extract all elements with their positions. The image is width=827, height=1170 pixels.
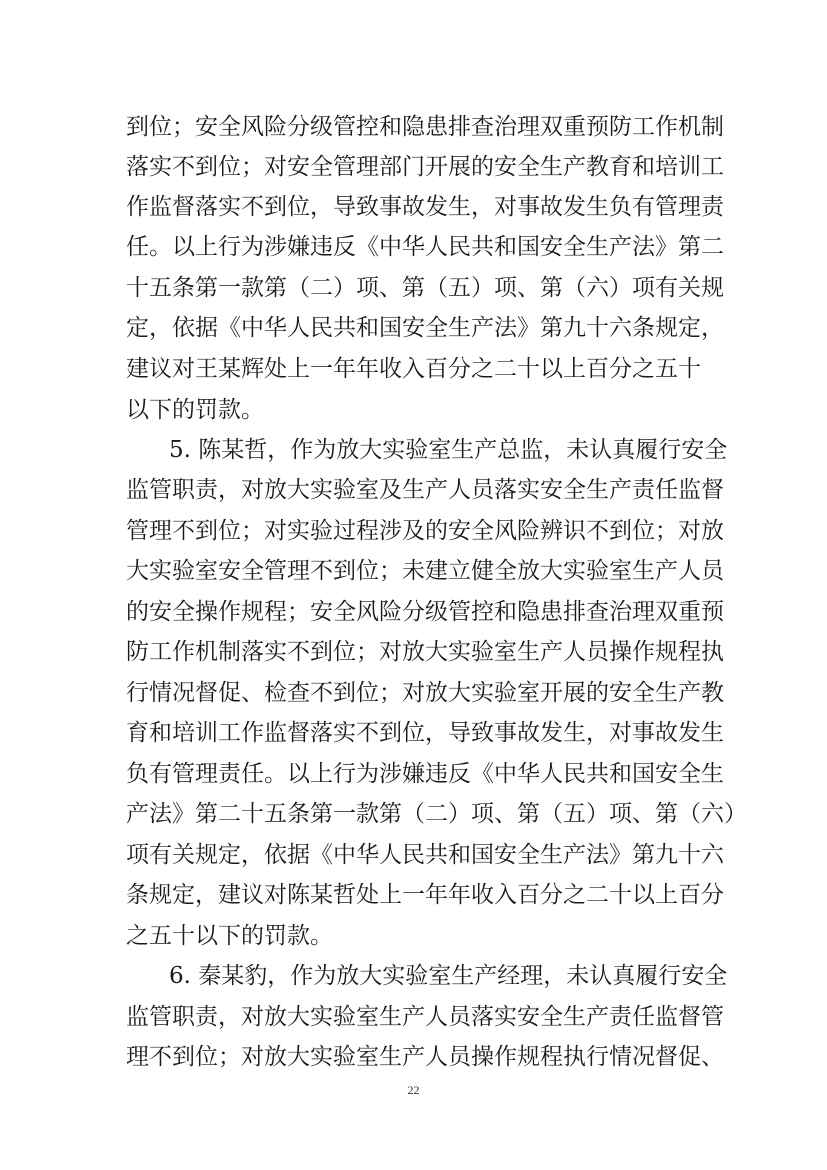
text-line: 行情况督促、检查不到位；对放大实验室开展的安全生产教 — [126, 680, 724, 706]
text-line: 理不到位；对放大实验室生产人员操作规程执行情况督促、 — [126, 1044, 724, 1070]
text-line: 负有管理责任。以上行为涉嫌违反《中华人民共和国安全生 — [126, 761, 724, 787]
text-line: 建议对王某辉处上一年年收入百分之二十以上百分之五十 — [126, 356, 701, 382]
text-line: 的安全操作规程；安全风险分级管控和隐患排查治理双重预 — [126, 599, 724, 625]
text-line: 以下的罚款。 — [126, 397, 264, 423]
text-line: 落实不到位；对安全管理部门开展的安全生产教育和培训工 — [126, 154, 724, 180]
text-line: 项有关规定，依据《中华人民共和国安全生产法》第九十六 — [126, 842, 724, 868]
text-line: 十五条第一款第（二）项、第（五）项、第（六）项有关规 — [126, 275, 724, 301]
text-line: 监管职责，对放大实验室及生产人员落实安全生产责任监督 — [126, 477, 724, 503]
text-line: 监管职责，对放大实验室生产人员落实安全生产责任监督管 — [126, 1004, 724, 1030]
text-line: 育和培训工作监督落实不到位，导致事故发生，对事故发生 — [126, 720, 724, 746]
text-line: 到位；安全风险分级管控和隐患排查治理双重预防工作机制 — [126, 114, 724, 140]
text-line: 大实验室安全管理不到位；未建立健全放大实验室生产人员 — [126, 558, 724, 584]
text-line: 产法》第二十五条第一款第（二）项、第（五）项、第（六） — [126, 801, 747, 827]
text-line: 作监督落实不到位，导致事故发生，对事故发生负有管理责 — [126, 194, 724, 220]
text-line: 管理不到位；对实验过程涉及的安全风险辨识不到位；对放 — [126, 518, 724, 544]
paragraph-start-line: 6. 秦某豹，作为放大实验室生产经理，未认真履行安全 — [169, 963, 728, 989]
text-line: 条规定，建议对陈某哲处上一年年收入百分之二十以上百分 — [126, 882, 724, 908]
text-line: 定，依据《中华人民共和国安全生产法》第九十六条规定， — [126, 315, 724, 341]
paragraph-start-line: 5. 陈某哲，作为放大实验室生产总监，未认真履行安全 — [169, 437, 728, 463]
text-line: 任。以上行为涉嫌违反《中华人民共和国安全生产法》第二 — [126, 234, 724, 260]
page-number: 22 — [407, 1083, 420, 1097]
text-line: 之五十以下的罚款。 — [126, 923, 333, 949]
text-line: 防工作机制落实不到位；对放大实验室生产人员操作规程执 — [126, 639, 724, 665]
